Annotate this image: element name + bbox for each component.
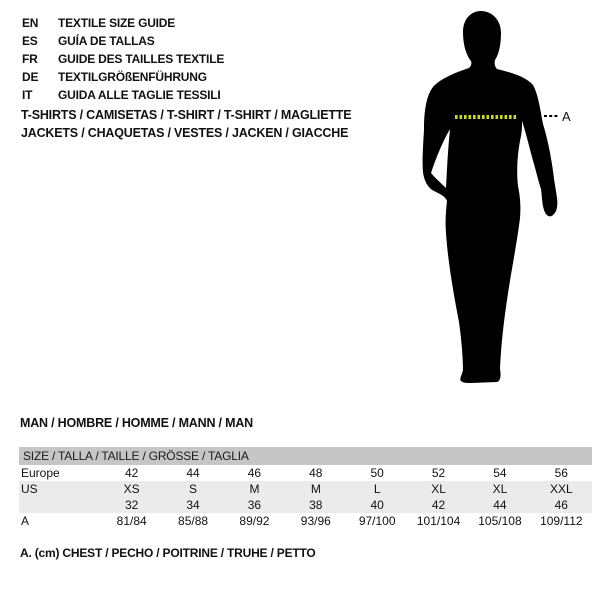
language-code: IT xyxy=(22,88,33,102)
table-cell: 44 xyxy=(186,466,200,480)
table-cell: XXL xyxy=(549,482,573,496)
table-cell: 42 xyxy=(125,466,139,480)
language-label: GUÍA DE TALLAS xyxy=(58,34,155,48)
table-cell: 40 xyxy=(370,498,384,512)
table-row xyxy=(19,465,592,481)
section-title: MAN / HOMBRE / HOMME / MANN / MAN xyxy=(20,416,253,430)
table-cell: M xyxy=(249,482,260,496)
man-figure xyxy=(370,0,600,400)
size-table-header: SIZE / TALLA / TAILLE / GRÖSSE / TAGLIA xyxy=(19,447,592,465)
table-cell: 109/112 xyxy=(540,514,583,528)
language-code: ES xyxy=(22,34,38,48)
category-line-tshirts: T-SHIRTS / CAMISETAS / T-SHIRT / T-SHIRT / MAGLIETTE xyxy=(21,108,352,122)
table-cell: 89/92 xyxy=(239,514,270,528)
language-code: FR xyxy=(22,52,38,66)
table-cell: S xyxy=(189,482,198,496)
measurement-footnote: A. (cm) CHEST / PECHO / POITRINE / TRUHE / PETTO xyxy=(20,546,316,560)
table-cell: 34 xyxy=(186,498,200,512)
table-cell: XS xyxy=(123,482,140,496)
language-row xyxy=(22,50,224,68)
table-cell: 48 xyxy=(309,466,323,480)
size-table-body xyxy=(19,465,592,529)
table-cell: L xyxy=(373,482,381,496)
category-block xyxy=(21,106,351,142)
language-label: GUIDA ALLE TAGLIE TESSILI xyxy=(58,88,221,102)
row-label: A xyxy=(21,514,30,528)
table-cell: 85/88 xyxy=(178,514,209,528)
table-cell: 54 xyxy=(493,466,507,480)
row-label: Europe xyxy=(21,466,60,480)
table-cell: 32 xyxy=(125,498,139,512)
size-table xyxy=(19,447,592,529)
table-cell: 105/108 xyxy=(478,514,522,528)
table-row xyxy=(19,513,592,529)
language-row xyxy=(22,68,224,86)
table-cell: 36 xyxy=(247,498,262,512)
table-cell: XL xyxy=(431,482,446,496)
table-cell: M xyxy=(310,482,321,496)
table-cell: XL xyxy=(492,482,508,496)
table-cell: 50 xyxy=(370,466,384,480)
table-cell: 81/84 xyxy=(116,514,147,528)
table-cell: 44 xyxy=(493,498,507,512)
table-cell: 46 xyxy=(247,466,262,480)
table-cell: 93/96 xyxy=(300,514,331,528)
language-label: TEXTILGRÖßENFÜHRUNG xyxy=(58,70,207,84)
row-label: US xyxy=(21,482,38,496)
language-code: DE xyxy=(22,70,39,84)
man-silhouette xyxy=(423,11,558,383)
language-row xyxy=(22,32,224,50)
table-cell: 46 xyxy=(554,498,568,512)
table-cell: 97/100 xyxy=(358,514,396,528)
language-label: GUIDE DES TAILLES TEXTILE xyxy=(58,52,225,66)
table-row xyxy=(19,497,592,513)
table-cell: 38 xyxy=(309,498,323,512)
table-cell: 42 xyxy=(431,498,446,512)
table-cell: 101/104 xyxy=(416,514,461,528)
table-row xyxy=(19,481,592,497)
table-cell: 56 xyxy=(554,466,568,480)
language-code: EN xyxy=(22,16,39,30)
language-row xyxy=(22,86,224,104)
table-cell: 52 xyxy=(431,466,446,480)
language-list xyxy=(22,14,224,104)
measure-label: A xyxy=(562,109,571,124)
row-label xyxy=(19,497,101,513)
language-row xyxy=(22,14,224,32)
language-label: TEXTILE SIZE GUIDE xyxy=(58,16,176,30)
category-line-jackets: JACKETS / CHAQUETAS / VESTES / JACKEN / GIACCHE xyxy=(21,126,349,140)
